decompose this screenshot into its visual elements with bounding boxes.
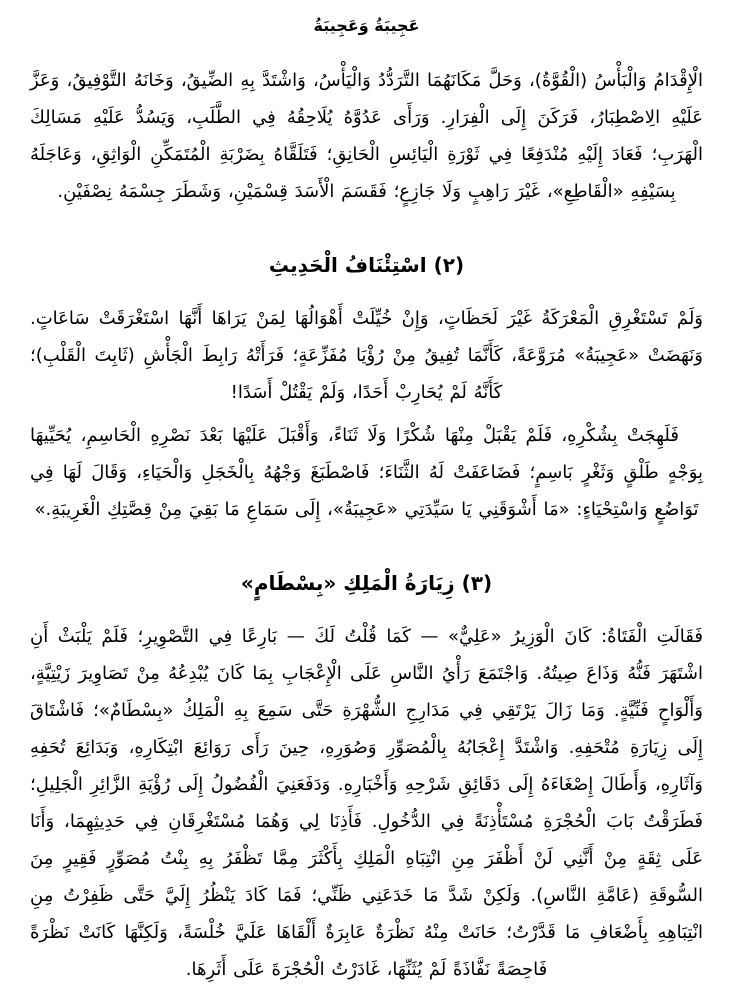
paragraph: فَلَهِجَتْ بِشُكْرِهِ، فَلَمْ يَقْبَلْ مِنْهَا شُكْرًا وَلَا ثَنَاءً، وَأَقْبَلَ عَلَيْهَا بَعْدَ نَصْرِهِ الْحَاسِمِ، يُحَيِّيهَا بِوَجْهٍ طَلْقٍ وَثَغْرٍ بَاسِمٍ؛ فَضَاعَفَتْ لَهُ الثَّنَاءَ؛ فَاصْطَبَغَ وَجْهُهُ بِالْخَجَلِ وَالْحَيَاءِ، وَقَالَ لَهَا فِي تَوَاضُعٍ وَاسْتِحْيَاءٍ: «مَا أَشْوَقَنِي يَا سَيِّدَتِي «عَجِيبَةُ»، إِلَى سَمَاعِ مَا بَقِيَ مِنْ قِصَّتِكِ الْغَرِيبَةِ.» <box>30 425 703 520</box>
paragraph-continuation: الْإِقْدَامُ وَالْبَأْسُ (الْقُوَّةُ)، وَحَلَّ مَكَانَهُمَا التَّرَدُّدُ وَالْيَأْسُ، وَاشْتَدَّ بِهِ الضِّيقُ، وَخَانَهُ التَّوْفِيقُ، وَعَزَّ عَلَيْهِ الِاصْطِبَارُ، فَرَكَنَ إِلَى الْفِرَارِ. وَرَأَى عَدُوَّهُ يُلَاحِقُهُ فِي الطَّلَبِ، وَيَسُدُّ عَلَيْهِ مَسَالِكَ الْهَرَبِ؛ فَعَادَ إِلَيْهِ مُنْدَفِعًا فِي ثَوْرَةِ الْيَائِسِ الْحَانِقِ؛ فَتَلَقَّاهُ بِضَرْبَةِ الْمُتَمَكِّنِ الْوَاثِقِ، وَعَاجَلَهُ بِسَيْفِهِ «الْقَاطِعِ»، غَيْرَ رَاهِبٍ وَلَا جَازِعٍ؛ فَقَسَمَ الْأَسَدَ قِسْمَيْنِ، وَشَطَرَ جِسْمَهُ نِصْفَيْنِ. <box>30 70 703 202</box>
paragraph: وَلَمْ تَسْتَغْرِقِ الْمَعْرَكَةُ غَيْرَ لَحَظَاتٍ، وَإِنْ خُيِّلَتْ أَهْوَالُهَا لِمَنْ يَرَاهَا أَنَّهَا اسْتَغْرَقَتْ سَاعَاتٍ. وَنَهَضَتْ «عَجِيبَةُ» مُرَوَّعَةً، كَأَنَّمَا تُفِيقُ مِنْ رُؤْيَا مُفَزِّعَةٍ؛ فَرَأَتْهُ رَابِطَ الْجَأْشِ (ثَابِتَ الْقَلْبِ)؛ كَأَنَّهُ لَمْ يُحَارِبْ أَحَدًا، وَلَمْ يَقْتُلْ أَسَدًا! <box>30 308 703 403</box>
paragraph: فَقَالَتِ الْفَتَاةُ: كَانَ الْوَزِيرُ «عَلِيٌّ» — كَمَا قُلْتُ لَكَ — بَارِعًا فِي التَّصْوِيرِ؛ فَلَمْ يَلْبَثْ أَنِ اشْتَهَرَ فَنُّهُ وَذَاعَ صِيتُهُ. وَاجْتَمَعَ رَأْيُ النَّاسِ عَلَى الْإِعْجَابِ بِمَا كَانَ يُبْدِعُهُ مِنْ تَصَاوِيرَ زَيْتِيَّةٍ، وَأَلْوَاحٍ فَنِّيَّةٍ. وَمَا زَالَ يَرْتَقِي فِي مَدَارِجِ الشُّهْرَةِ حَتَّى سَمِعَ بِهِ الْمَلِكُ «بِسْطَامٌ»؛ فَاشْتَاقَ إِلَى زِيَارَةِ مُتْحَفِهِ. وَاشْتَدَّ إِعْجَابُهُ بِالْمُصَوِّرِ وَصُوَرِهِ، حِينَ رَأَى رَوَائِعَ ابْتِكَارِهِ، وَبَدَائِعَ تُحَفِهِ وَآثَارِهِ، وَأَطَالَ إِصْغَاءَهُ إِلَى دَقَائِقِ شَرْحِهِ وَأَخْبَارِهِ. وَدَفَعَنِيَ الْفُضُولُ إِلَى رُؤْيَةِ الزَّائِرِ الْجَلِيلِ؛ فَطَرَقْتُ بَابَ الْحُجْرَةِ مُسْتَأْذِنَةً فِي الدُّخُولِ. فَأَذِنَا لِي وَهُمَا مُسْتَغْرِقَانِ فِي حَدِيثِهِمَا، وَأَنَا عَلَى ثِقَةٍ مِنْ أَنَّنِي لَنْ أَظْفَرَ مِنِ انْتِبَاهِ الْمَلِكِ بِأَكْثَرَ مِمَّا تَظْفَرُ بِهِ بِنْتُ مُصَوِّرٍ فَقِيرٍ مِنَ السُّوقَةِ (عَامَّةِ النَّاسِ). وَلَكِنْ شَدَّ مَا خَدَعَنِي ظَنِّي؛ فَمَا كَادَ يَنْظُرُ إِلَيَّ حَتَّى ظَفِرْتُ مِنِ انْتِبَاهِهِ بِأَضْعَافِ مَا قَدَّرْتُ؛ حَانَتْ مِنْهُ نَظْرَةٌ عَابِرَةٌ أَلْقَاهَا عَلَيَّ خُلْسَةً، وَلَكِنَّهَا كَانَتْ نَظْرَةً فَاحِصَةً نَفَّاذَةً لَمْ يُثَنِّهَا، غَادَرْتُ الْحُجْرَةَ عَلَى أَثَرِهَا. <box>30 626 703 980</box>
page-body <box>30 62 703 988</box>
page-header <box>30 14 703 38</box>
section-heading-3: (٣) زِيَارَةُ الْمَلِكِ «بِسْطَامٍ» <box>240 571 493 595</box>
running-title: عَجِيبَةُ وَعَجِيبَةُ <box>313 16 420 35</box>
section-heading-2: (٢) اسْتِئْنَافُ الْحَدِيثِ <box>268 253 465 277</box>
